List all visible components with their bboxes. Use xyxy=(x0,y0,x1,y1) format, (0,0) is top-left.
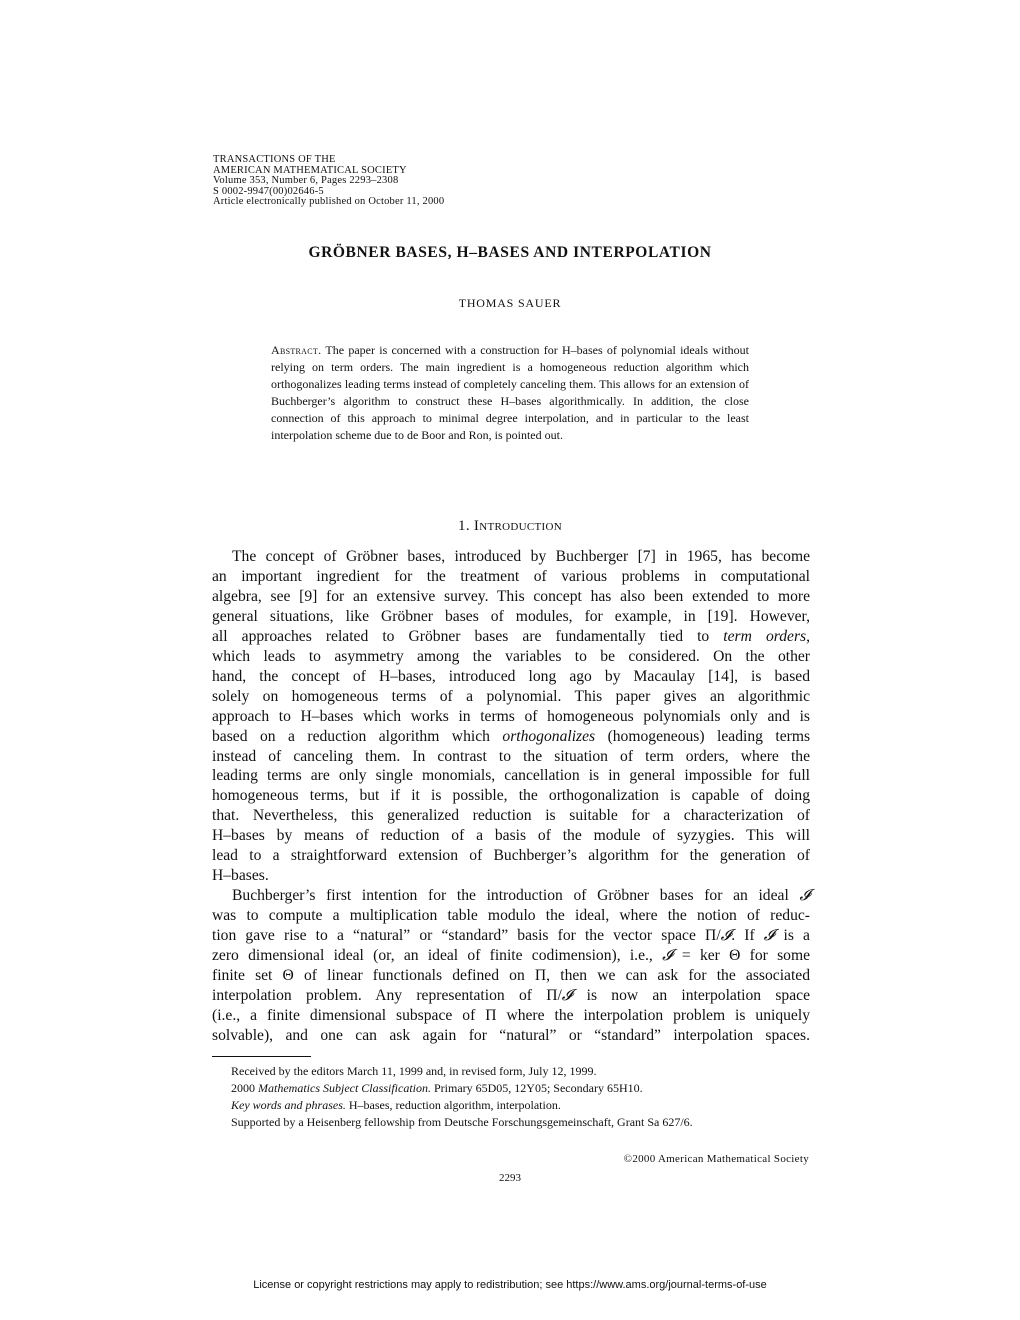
abstract-text: The paper is concerned with a construction for H–bases of polynomial ideals without relying on term orders. The main ingredient is a homogeneous reduction algorithm which orthogonalizes leading terms instead of completely canceling them. This allows for an extension of Buchberger’s algorithm to construct these H–bases algorithmically. In addition, the close connection of this approach to minimal degree interpolation, and in particular to the least interpolation scheme due to de Boor and Ron, is pointed out. xyxy=(271,343,749,442)
math-symbol: 𝓘 xyxy=(799,887,810,905)
text-line xyxy=(212,727,810,747)
msc-codes: Primary 65D05, 12Y05; Secondary 65H10. xyxy=(433,1081,643,1095)
text-segment: based on a reduction algorithm which xyxy=(212,727,490,745)
section-heading: 1. Introduction xyxy=(458,518,562,534)
text-line: H–bases. xyxy=(212,867,269,885)
text-segment: is now an interpolation space xyxy=(586,986,810,1004)
footnotes xyxy=(231,1063,693,1131)
footnote-rule xyxy=(212,1056,311,1057)
text-line: (i.e., a finite dimensional subspace of Π where the interpolation problem is uniquely xyxy=(212,1006,810,1024)
text-line: solely on homogeneous terms of a polynomial. This paper gives an algorithmic xyxy=(212,687,810,705)
text-line: leading terms are only single monomials, cancellation is in general impossible for full xyxy=(212,767,810,785)
text-line: that. Nevertheless, this generalized reduction is suitable for a characterization of xyxy=(212,807,810,825)
math-symbol: 𝓘 xyxy=(763,927,775,945)
text-line: hand, the concept of H–bases, introduced long ago by Macaulay [14], is based xyxy=(212,667,810,685)
text-line: an important ingredient for the treatment of various problems in computational xyxy=(212,567,810,585)
paragraph xyxy=(212,547,810,886)
emphasis: term orders xyxy=(723,627,807,645)
license-notice: License or copyright restrictions may apply to redistribution; see https://www.ams.org/journal-terms-of-use xyxy=(253,1279,767,1291)
journal-name-line1: TRANSACTIONS OF THE xyxy=(213,154,336,165)
text-line xyxy=(212,986,810,1006)
text-line: The concept of Gröbner bases, introduced by Buchberger [7] in 1965, has become xyxy=(232,548,810,565)
math-symbol: 𝓘 xyxy=(720,927,732,945)
volume-info: Volume 353, Number 6, Pages 2293–2308 xyxy=(213,175,399,187)
text-segment: (homogeneous) leading terms xyxy=(607,727,811,745)
keywords-text: H–bases, reduction algorithm, interpolation. xyxy=(348,1098,561,1112)
keywords-label: Key words and phrases. xyxy=(231,1098,346,1112)
text-segment: is a xyxy=(783,927,810,945)
math-symbol: 𝓘 xyxy=(561,986,573,1004)
text-line: lead to a straightforward extension of Buchberger’s algorithm for the generation of xyxy=(212,847,810,865)
text-line: approach to H–bases which works in terms of homogeneous polynomials only and is xyxy=(212,707,810,725)
msc-year: 2000 xyxy=(231,1081,255,1095)
text-line xyxy=(212,946,810,966)
received-note: Received by the editors March 11, 1999 and, in revised form, July 12, 1999. xyxy=(231,1064,597,1078)
text-line xyxy=(212,886,810,906)
author-name: THOMAS SAUER xyxy=(458,296,562,310)
body-text xyxy=(212,547,810,1046)
text-line: instead of canceling them. In contrast to the situation of term orders, where the xyxy=(212,747,810,765)
text-line: finite set Θ of linear functionals defined on Π, then we can ask for the associated xyxy=(212,967,810,985)
text-line xyxy=(212,926,810,946)
support-note: Supported by a Heisenberg fellowship from Deutsche Forschungsgemeinschaft, Grant Sa 627/6. xyxy=(231,1115,693,1129)
text-line: homogeneous terms, but if it is possible, the orthogonalization is capable of doing xyxy=(212,787,810,805)
article-id: S 0002-9947(00)02646-5 xyxy=(213,185,324,197)
page-number: 2293 xyxy=(499,1172,521,1184)
keywords-note xyxy=(231,1097,693,1114)
publication-date: Article electronically published on October 11, 2000 xyxy=(213,196,445,208)
text-segment: interpolation problem. Any representation of Π/ xyxy=(212,986,562,1004)
abstract xyxy=(271,342,749,443)
text-segment: tion gave rise to a “natural” or “standard” basis for the vector space Π/ xyxy=(212,927,721,945)
emphasis: orthogonalizes xyxy=(502,727,596,745)
text-line: which leads to asymmetry among the variables to be considered. On the other xyxy=(212,647,810,665)
msc-label: Mathematics Subject Classification. xyxy=(258,1081,431,1095)
text-segment: , xyxy=(806,627,810,645)
msc-note xyxy=(231,1080,693,1097)
paragraph xyxy=(212,886,810,1046)
text-segment: zero dimensional ideal (or, an ideal of finite codimension), i.e., xyxy=(212,947,653,965)
journal-name-line2: AMERICAN MATHEMATICAL SOCIETY xyxy=(213,164,407,176)
copyright-notice: ©2000 American Mathematical Society xyxy=(623,1153,809,1165)
text-line: was to compute a multiplication table modulo the ideal, where the notion of reduc- xyxy=(212,907,810,925)
text-line: solvable), and one can ask again for “natural” or “standard” interpolation spaces. xyxy=(212,1026,810,1044)
text-line: H–bases by means of reduction of a basis of the module of syzygies. This will xyxy=(212,827,810,845)
paper-title: GRÖBNER BASES, H–BASES AND INTERPOLATION xyxy=(308,244,712,261)
text-segment: = ker Θ for some xyxy=(681,947,810,965)
text-line xyxy=(212,627,810,647)
text-line: general situations, like Gröbner bases of modules, for example, in [19]. However, xyxy=(212,607,810,625)
text-segment: . If xyxy=(731,927,755,945)
text-segment: all approaches related to Gröbner bases are fundamentally tied to xyxy=(212,627,710,645)
math-symbol: 𝓘 xyxy=(662,947,673,965)
text-segment: Buchberger’s first intention for the introduction of Gröbner bases for an ideal xyxy=(232,887,789,905)
abstract-label: Abstract. xyxy=(271,343,322,357)
journal-header xyxy=(213,155,444,208)
text-line: algebra, see [9] for an extensive survey. This concept has also been extended to more xyxy=(212,587,810,605)
